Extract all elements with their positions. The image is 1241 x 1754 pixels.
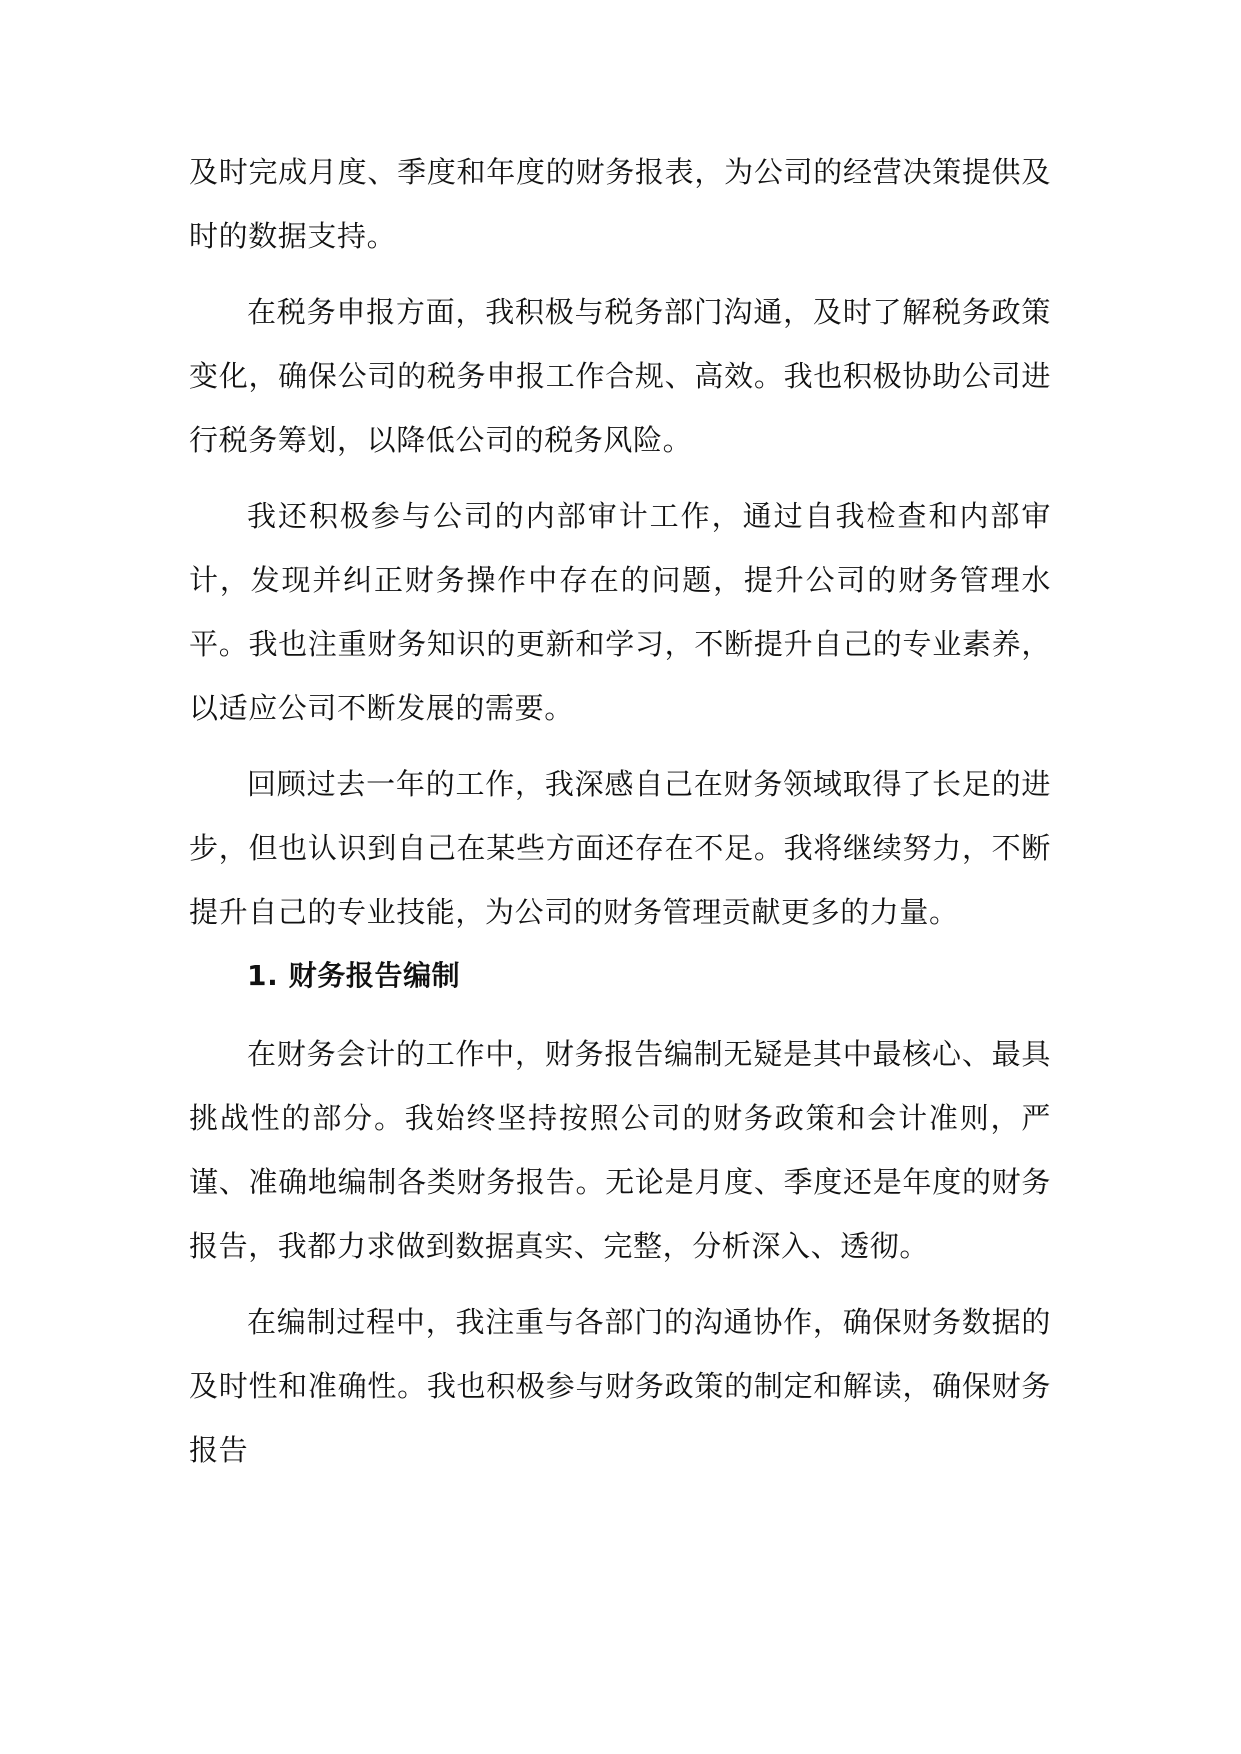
paragraph-year-review: 回顾过去一年的工作，我深感自己在财务领域取得了长足的进步，但也认识到自己在某些方面还存在不足。我将继续努力，不断提升自己的专业技能，为公司的财务管理贡献更多的力量。 bbox=[189, 767, 1051, 929]
section-heading: 1. 财务报告编制 bbox=[247, 959, 461, 992]
paragraph-tax-filing: 在税务申报方面，我积极与税务部门沟通，及时了解税务政策变化，确保公司的税务申报工作合规、高效。我也积极协助公司进行税务筹划，以降低公司的税务风险。 bbox=[189, 295, 1051, 457]
paragraph-report-preparation: 在财务会计的工作中，财务报告编制无疑是其中最核心、最具挑战性的部分。我始终坚持按照公司的财务政策和会计准则，严谨、准确地编制各类财务报告。无论是月度、季度还是年度的财务报告，我都力求做到数据真实、完整，分析深入、透彻。 bbox=[189, 1037, 1051, 1263]
paragraph-continuation: 及时完成月度、季度和年度的财务报表，为公司的经营决策提供及时的数据支持。 bbox=[189, 155, 1051, 253]
paragraph-preparation-process: 在编制过程中，我注重与各部门的沟通协作，确保财务数据的及时性和准确性。我也积极参与财务政策的制定和解读，确保财务报告 bbox=[189, 1305, 1051, 1467]
document-body bbox=[189, 140, 1051, 1482]
paragraph-internal-audit: 我还积极参与公司的内部审计工作，通过自我检查和内部审计，发现并纠正财务操作中存在的问题，提升公司的财务管理水平。我也注重财务知识的更新和学习，不断提升自己的专业素养，以适应公司不断发展的需要。 bbox=[189, 499, 1051, 725]
